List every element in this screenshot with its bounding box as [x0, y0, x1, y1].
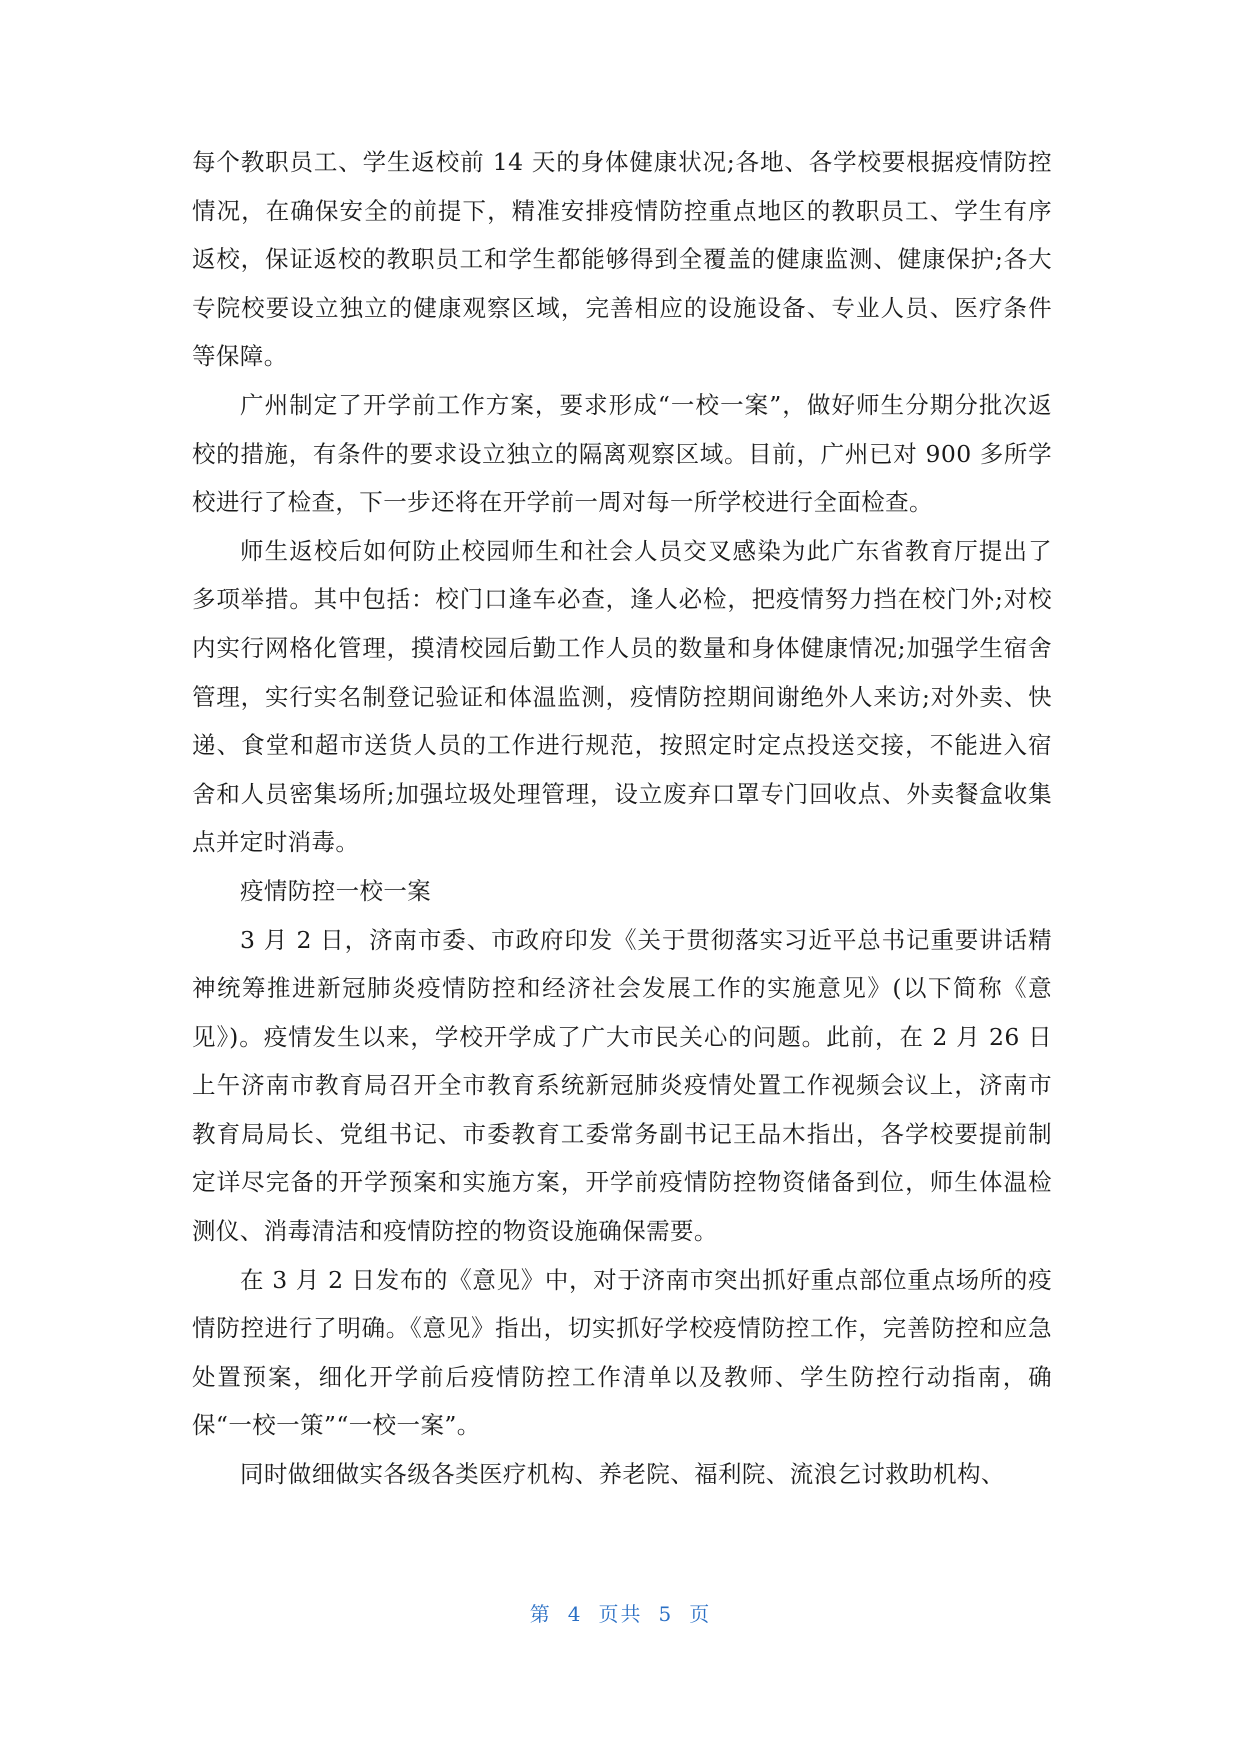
paragraph-6: 同时做细做实各级各类医疗机构、养老院、福利院、流浪乞讨救助机构、	[240, 1460, 1005, 1489]
section-heading: 疫情防控一校一案	[240, 876, 432, 905]
footer-prefix: 第	[529, 1602, 552, 1626]
paragraph-2: 广州制定了开学前工作方案，要求形成“一校一案”，做好师生分期分批次返校的措施，有条件的要求设立独立的隔离观察区域。目前，广州已对 900 多所学校进行了检查，下一步还将在开学前一周对每一所学校进行全面检查。	[192, 390, 1052, 517]
footer-current-page: 4	[567, 1602, 583, 1626]
paragraph-1: 每个教职员工、学生返校前 14 天的身体健康状况;各地、各学校要根据疫情防控情况，在确保安全的前提下，精准安排疫情防控重点地区的教职员工、学生有序返校，保证返校的教职员工和学生都能够得到全覆盖的健康监测、健康保护;各大专院校要设立独立的健康观察区域，完善相应的设施设备、专业人员、医疗条件等保障。	[192, 148, 1052, 371]
footer-total-pages: 5	[658, 1602, 674, 1626]
paragraph-5: 在 3 月 2 日发布的《意见》中，对于济南市突出抓好重点部位重点场所的疫情防控进行了明确。《意见》指出，切实抓好学校疫情防控工作，完善防控和应急处置预案，细化开学前后疫情防控工作清单以及教师、学生防控行动指南，确保“一校一策”“一校一案”。	[192, 1265, 1052, 1440]
paragraph-4: 3 月 2 日，济南市委、市政府印发《关于贯彻落实习近平总书记重要讲话精神统筹推进新冠肺炎疫情防控和经济社会发展工作的实施意见》(以下简称《意见》)。疫情发生以来，学校开学成了广大市民关心的问题。此前，在 2 月 26 日上午济南市教育局召开全市教育系统新冠肺炎疫情处置工作视频会议上，济南市教育局局长、党组书记、市委教育工委常务副书记王品木指出，各学校要提前制定详尽完备的开学预案和实施方案，开学前疫情防控物资储备到位，师生体温检测仪、消毒清洁和疫情防控的物资设施确保需要。	[192, 925, 1052, 1246]
footer-middle: 页共	[598, 1602, 643, 1626]
document-body	[192, 138, 1052, 1499]
paragraph-3: 师生返校后如何防止校园师生和社会人员交叉感染为此广东省教育厅提出了多项举措。其中包括：校门口逢车必查，逢人必检，把疫情努力挡在校门外;对校内实行网格化管理，摸清校园后勤工作人员的数量和身体健康情况;加强学生宿舍管理，实行实名制登记验证和体温监测，疫情防控期间谢绝外人来访;对外卖、快递、食堂和超市送货人员的工作进行规范，按照定时定点投送交接，不能进入宿舍和人员密集场所;加强垃圾处理管理，设立废弃口罩专门回收点、外卖餐盒收集点并定时消毒。	[192, 536, 1052, 857]
page-footer	[0, 1598, 1241, 1627]
footer-suffix: 页	[689, 1602, 712, 1626]
